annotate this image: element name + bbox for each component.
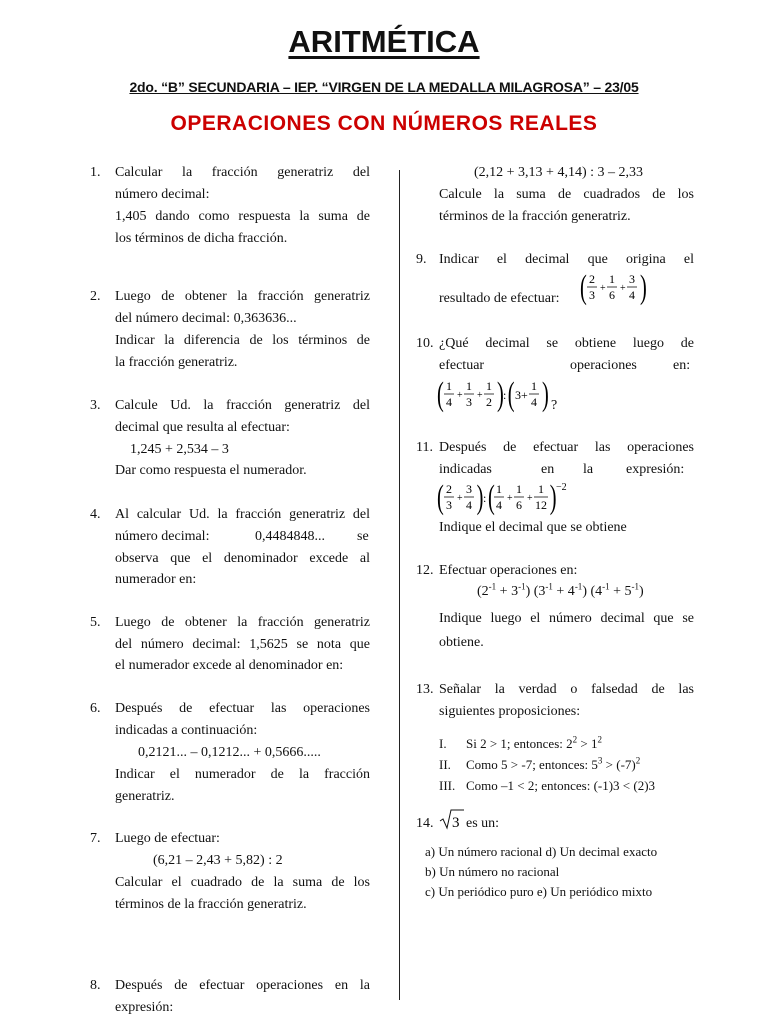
question-text: Luego de obtener la fracción generatriz bbox=[115, 615, 370, 630]
fraction-expression bbox=[437, 480, 572, 516]
svg-text:): ) bbox=[549, 480, 557, 516]
page-title: ARITMÉTICA bbox=[288, 24, 480, 59]
svg-text:4: 4 bbox=[629, 288, 635, 302]
svg-text:+: + bbox=[477, 390, 483, 401]
svg-text:(: ( bbox=[437, 480, 444, 516]
svg-text:): ) bbox=[497, 377, 504, 413]
question-text: Luego de obtener la fracción generatriz bbox=[115, 289, 370, 304]
question-number: 9. bbox=[416, 252, 427, 267]
svg-text:4: 4 bbox=[446, 395, 452, 409]
option: a) Un número racional d) Un decimal exacto bbox=[425, 844, 658, 859]
question-number: 14. bbox=[416, 816, 434, 831]
question-text: obtiene. bbox=[439, 635, 484, 650]
question-text: Indicar el decimal que origina el bbox=[439, 252, 694, 267]
question-text: Después de efectuar operaciones en la bbox=[115, 978, 370, 993]
question-number: 6. bbox=[90, 701, 101, 716]
question-text: Señalar la verdad o falsedad de las bbox=[439, 682, 694, 697]
question-text: términos de la fracción generatriz. bbox=[439, 209, 631, 224]
svg-text:1: 1 bbox=[466, 379, 472, 393]
svg-text:3+: 3+ bbox=[515, 388, 528, 402]
svg-text::: : bbox=[483, 491, 487, 505]
question-text: Indicar la diferencia de los términos de bbox=[115, 333, 370, 348]
question-text: expresión: bbox=[626, 462, 685, 477]
question-number: 3. bbox=[90, 398, 101, 413]
svg-text:3: 3 bbox=[446, 498, 452, 512]
svg-text:3: 3 bbox=[466, 395, 472, 409]
svg-text:+: + bbox=[457, 493, 463, 504]
svg-text:): ) bbox=[476, 480, 484, 516]
fraction-expression bbox=[437, 377, 557, 413]
svg-text:6: 6 bbox=[609, 288, 615, 302]
question-text: Luego de efectuar: bbox=[115, 831, 220, 846]
question-number: 5. bbox=[90, 615, 101, 630]
column-divider bbox=[399, 170, 400, 1000]
svg-text:+: + bbox=[600, 283, 606, 294]
question-number: 1. bbox=[90, 165, 101, 180]
svg-text:1: 1 bbox=[538, 482, 544, 496]
expression: 0,2121... – 0,1212... + 0,5666..... bbox=[138, 745, 321, 760]
svg-text:4: 4 bbox=[466, 498, 472, 512]
question-text: Calcule la suma de cuadrados de los bbox=[439, 187, 694, 202]
svg-text:3: 3 bbox=[589, 288, 595, 302]
question-text: decimal que resulta al efectuar: bbox=[115, 420, 290, 435]
option: c) Un periódico puro e) Un periódico mixto bbox=[425, 884, 653, 899]
question-text: Calcule Ud. la fracción generatriz del bbox=[115, 398, 370, 413]
question-text: es un: bbox=[466, 816, 500, 831]
svg-text:1: 1 bbox=[516, 482, 522, 496]
svg-text:): ) bbox=[542, 377, 549, 413]
proposition: Si 2 > 1; entonces: $2^2 > 1^2$ bbox=[466, 734, 602, 751]
question-text: efectuar bbox=[439, 358, 485, 373]
proposition: Como –1 < 2; entonces: (-1)3 < (2)3 bbox=[466, 778, 656, 793]
proposition: Como 5 > -7; entonces: $5^3 > (-7)^2$ bbox=[466, 755, 641, 772]
question-text: Después de efectuar las operaciones bbox=[439, 440, 694, 455]
svg-text:12: 12 bbox=[535, 498, 547, 512]
svg-text:): ) bbox=[640, 270, 647, 306]
question-text: la fracción generatriz. bbox=[115, 355, 238, 370]
question-text: los términos de dicha fracción. bbox=[115, 231, 288, 246]
question-text: se bbox=[357, 529, 369, 544]
question-text: numerador en: bbox=[115, 572, 197, 587]
svg-text:2: 2 bbox=[446, 482, 452, 496]
question-number: 12. bbox=[416, 563, 434, 578]
svg-text:2: 2 bbox=[589, 272, 595, 286]
svg-text:(: ( bbox=[507, 377, 515, 413]
roman-numeral: II. bbox=[439, 757, 451, 772]
question-number: 7. bbox=[90, 831, 101, 846]
question-text: ? bbox=[551, 398, 558, 413]
question-text: en: bbox=[673, 358, 691, 373]
question-text: resultado de efectuar: bbox=[439, 291, 560, 306]
question-text: Calcular el cuadrado de la suma de los bbox=[115, 875, 370, 890]
svg-text:4: 4 bbox=[531, 395, 537, 409]
question-text: en bbox=[541, 462, 555, 477]
question-text: del número decimal: 1,5625 se nota que bbox=[115, 637, 370, 652]
question-text: el numerador excede al denominador en: bbox=[115, 658, 344, 673]
question-text: operaciones bbox=[570, 358, 637, 373]
question-text: del número decimal: 0,363636... bbox=[115, 311, 297, 326]
svg-text:1: 1 bbox=[496, 482, 502, 496]
svg-text:3: 3 bbox=[466, 482, 472, 496]
svg-text:+: + bbox=[457, 390, 463, 401]
expression: 1,245 + 2,534 – 3 bbox=[130, 442, 229, 457]
question-text: 1,405 dando como respuesta la suma de bbox=[115, 209, 370, 224]
svg-text:4: 4 bbox=[496, 498, 502, 512]
expression: (2,12 + 3,13 + 4,14) : 3 – 2,33 bbox=[474, 165, 644, 180]
question-number: 4. bbox=[90, 507, 101, 522]
question-number: 8. bbox=[90, 978, 101, 993]
svg-text:+: + bbox=[507, 493, 513, 504]
question-text: indicadas bbox=[439, 462, 492, 477]
svg-text:3: 3 bbox=[629, 272, 635, 286]
question-text: siguientes proposiciones: bbox=[439, 704, 581, 719]
question-text: Al calcular Ud. la fracción generatriz del bbox=[115, 507, 370, 522]
question-text: número decimal: bbox=[115, 529, 210, 544]
question-text: Efectuar operaciones en: bbox=[439, 563, 578, 578]
question-text: número decimal: bbox=[115, 187, 210, 202]
svg-text::: : bbox=[503, 388, 507, 402]
svg-text:1: 1 bbox=[609, 272, 615, 286]
question-text: la bbox=[583, 462, 594, 477]
svg-text:+: + bbox=[527, 493, 533, 504]
svg-text:1: 1 bbox=[446, 379, 452, 393]
svg-text:1: 1 bbox=[486, 379, 492, 393]
question-text: Dar como respuesta el numerador. bbox=[115, 463, 307, 478]
expression: $(2^{-1} + 3^{-1}) (3^{-1} + 4^{-1}) (4^{-1} + 5^{-1})$ bbox=[477, 581, 644, 599]
question-text: Indicar el numerador de la fracción bbox=[115, 767, 370, 782]
fraction-expression bbox=[580, 270, 650, 306]
section-title: OPERACIONES CON NÚMEROS REALES bbox=[170, 112, 598, 135]
question-text: Después de efectuar las operaciones bbox=[115, 701, 370, 716]
question-text: Indique luego el número decimal que se bbox=[439, 611, 694, 626]
decimal-value: 0,4484848... bbox=[255, 529, 325, 544]
svg-text:3: 3 bbox=[452, 815, 460, 831]
expression: (6,21 – 2,43 + 5,82) : 2 bbox=[153, 853, 283, 868]
question-number: 10. bbox=[416, 336, 434, 351]
roman-numeral: I. bbox=[439, 736, 447, 751]
svg-text:(: ( bbox=[488, 480, 495, 516]
question-text: términos de la fracción generatriz. bbox=[115, 897, 307, 912]
question-number: 13. bbox=[416, 682, 434, 697]
roman-numeral: III. bbox=[439, 778, 456, 793]
svg-text:2: 2 bbox=[486, 395, 492, 409]
question-text: Indique el decimal que se obtiene bbox=[439, 520, 627, 535]
svg-text:6: 6 bbox=[516, 498, 522, 512]
question-text: expresión: bbox=[115, 1000, 174, 1015]
question-text: Calcular la fracción generatriz del bbox=[115, 165, 370, 180]
question-text: indicadas a continuación: bbox=[115, 723, 258, 738]
option: b) Un número no racional bbox=[425, 864, 560, 879]
svg-text:1: 1 bbox=[531, 379, 537, 393]
question-text: generatriz. bbox=[115, 789, 175, 804]
question-number: 11. bbox=[416, 440, 433, 455]
question-text: observa que el denominador excede al bbox=[115, 551, 370, 566]
question-text: ¿Qué decimal se obtiene luego de bbox=[439, 336, 694, 351]
svg-text:−2: −2 bbox=[556, 482, 567, 493]
square-root-three bbox=[439, 807, 465, 831]
svg-text:(: ( bbox=[437, 377, 444, 413]
question-number: 2. bbox=[90, 289, 101, 304]
svg-text:(: ( bbox=[580, 270, 587, 306]
page-subtitle: 2do. “B” SECUNDARIA – IEP. “VIRGEN DE LA MEDALLA MILAGROSA” – 23/05 bbox=[129, 79, 639, 95]
svg-text:+: + bbox=[620, 283, 626, 294]
